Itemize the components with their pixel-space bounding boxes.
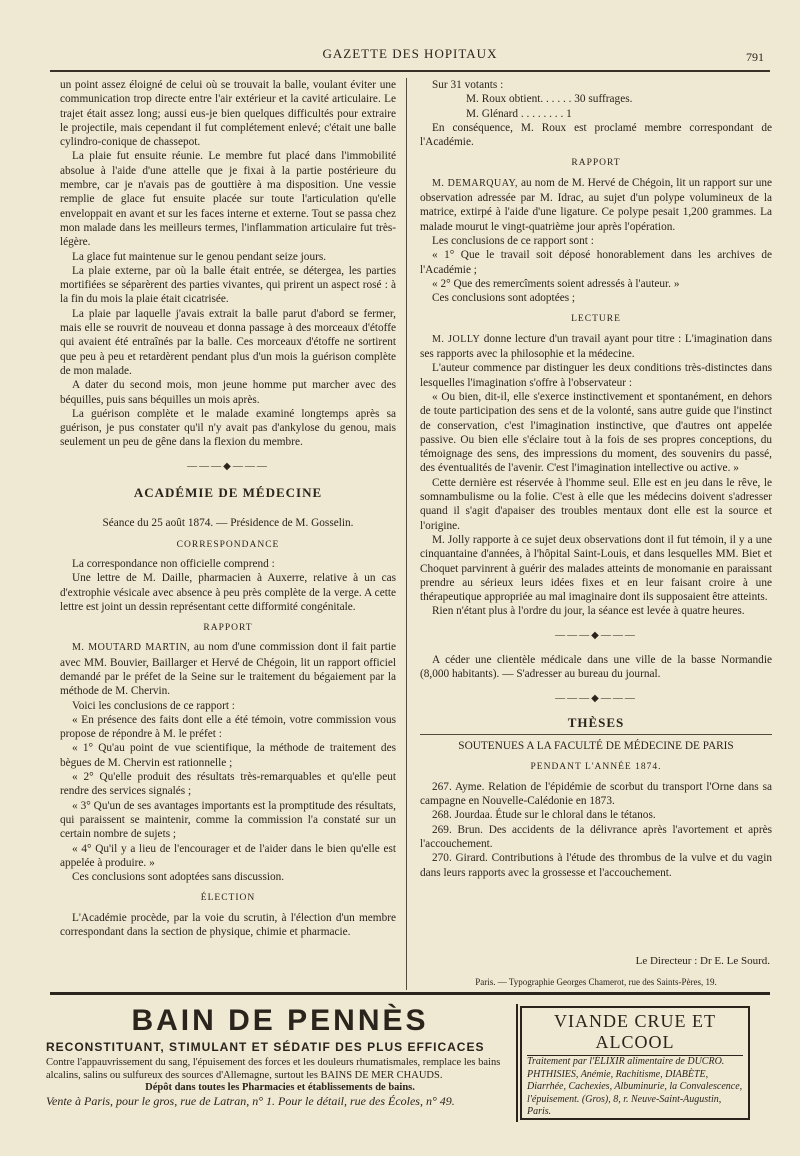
vote-count: 1 xyxy=(566,107,572,120)
thesis-item: 269. Brun. Des accidents de la délivrance après l'avortement et après l'accouchement. xyxy=(420,823,772,850)
session-line: Séance du 25 août 1874. — Présidence de M. Gosselin. xyxy=(102,517,354,530)
paragraph: « 2° Qu'elle produit des résultats très-remarquables et qu'elle peut rendre des services signalés ; xyxy=(60,771,396,798)
paragraph: Une lettre de M. Daille, pharmacien à Auxerre, relative à un cas d'extrophie vésicale avec absence à peu près complète de la verge. A cette lettre est joint un dessin représentant cette difformité congénitale. xyxy=(60,572,396,613)
speaker-name: M. MOUTARD MARTIN, xyxy=(72,642,191,654)
advert-sale: Vente à Paris, pour le gros, rue de Latran, n° 1. Pour le détail, rue des Écoles, n° 49. xyxy=(46,1094,455,1108)
thesis-item: 270. Girard. Contributions à l'étude des thrombus de la vulve et du vagin dans leurs rapports avec la grossesse et l'accouchement. xyxy=(420,852,772,879)
theses-subtitle: SOUTENUES A LA FACULTÉ DE MÉDECINE DE PARIS xyxy=(458,740,734,753)
paragraph: M. Jolly rapporte à ce sujet deux observations dont il fut témoin, il y a une cinquantaine d'années, à l'hôpital Saint-Louis, et dans lesquelles MM. Biet et Choquet parvinrent à guérir des malades atteints de monomanie en paraissant prendre au sérieux leurs idées fixes et en leur faisant croire à une thérapeutique appropriée au mal imaginaire dont ils supposaient être atteints. xyxy=(420,533,772,604)
paragraph: La plaie par laquelle j'avais extrait la balle parut d'abord se fermer, mais elle se rouvrit de nouveau et donna passage à des morceaux d'étoffe qui avaient été entraînés par la balle. Ces morceaux d'étoffe ne sortirent que peu à peu et retardèrent pendant plus d'un mois la guérison complète de mon malade. xyxy=(60,307,396,377)
paragraph: A dater du second mois, mon jeune homme put marcher avec des béquilles, puis sans béquilles un mois après. xyxy=(60,379,396,406)
paragraph: Voici les conclusions de ce rapport : xyxy=(72,699,235,712)
column-divider xyxy=(406,78,407,990)
theses-year: PENDANT L'ANNÉE 1874. xyxy=(530,762,662,773)
vote-count: 30 suffrages. xyxy=(574,93,633,106)
subsection-heading: RAPPORT xyxy=(203,623,253,634)
advert-rule xyxy=(50,992,770,995)
printer-credit: Paris. — Typographie Georges Chamerot, rue des Saints-Pères, 19. xyxy=(475,977,717,987)
page-header xyxy=(50,42,770,72)
page-number: 791 xyxy=(746,50,764,64)
theses-rule xyxy=(420,734,772,735)
subsection-heading: ÉLECTION xyxy=(200,893,256,904)
subsection-heading: CORRESPONDANCE xyxy=(176,539,280,550)
right-column xyxy=(420,78,772,880)
advert-depot: Dépôt dans toutes les Pharmacies et établissements de bains. xyxy=(145,1082,415,1093)
classified-notice: A céder une clientèle médicale dans une ville de la basse Normandie (8,000 habitants). — S'adresser au bureau du journal. xyxy=(420,653,772,681)
paragraph: Cette dernière est réservée à l'homme seul. Elle est en jeu dans le rêve, le somnambulisme ou la folie. C'est à elle que les médecins doivent s'adresser quand il s'agit d'apaiser des troubles mentaux dont elle est la source et l'origine. xyxy=(420,476,772,532)
subsection-heading: RAPPORT xyxy=(571,158,621,169)
paragraph: au nom d'une commission dont il fait partie avec MM. Bouvier, Baillarger et Hervé de Chégoin, lit un rapport officiel demandé par le préfet de la Seine sur le traitement du bégaiement par la méthode de M. Chervin. xyxy=(60,641,396,698)
paragraph: « En présence des faits dont elle a été témoin, votre commission vous propose de répondre à M. le préfet : xyxy=(60,713,396,741)
journal-title: GAZETTE DES HOPITAUX xyxy=(322,46,498,61)
paragraph: La plaie fut ensuite réunie. Le membre fut placé dans l'immobilité absolue à l'aide d'une attelle que je fixai à la partie postérieure du membre, car je n'avais pas de gouttière à ma disposition. Une vessie remplie de glace fut ensuite placée sur toute l'articulation qu'elle enveloppait en avant et sur les faces interne et externe. Tout se passa chez mon malade dans les meilleurs termes, l'inflammation articulaire fut très-légère. xyxy=(60,150,396,249)
advert-title: BAIN DE PENNÈS xyxy=(131,1004,429,1037)
vote-row xyxy=(420,107,772,121)
advert-viande-crue xyxy=(520,1006,750,1120)
paragraph: La glace fut maintenue sur le genou pendant seize jours. xyxy=(72,250,327,263)
left-column xyxy=(60,78,396,939)
vote-row xyxy=(420,92,772,106)
paragraph: « 3° Qu'un de ses avantages importants est la promptitude des résultats, qui paraissent se maintenir, comme la commission l'a constaté sur un certain nombre de sujets ; xyxy=(60,799,396,841)
director-signature: Le Directeur : Dr E. Le Sourd. xyxy=(635,955,770,967)
section-title: ACADÉMIE DE MÉDECINE xyxy=(133,485,323,501)
paragraph: Les conclusions de ce rapport sont : xyxy=(432,234,594,247)
paragraph: La plaie externe, par où la balle était entrée, se détergea, les parties mortifiées se séparèrent des parties vivantes, qui prirent un aspect rosé : à la fin du mois la plaie était cicatrisée. xyxy=(60,264,396,306)
paragraph: « 2° Que des remercîments soient adressés à l'auteur. » xyxy=(432,277,680,290)
advert-title: VIANDE CRUE ET ALCOOL xyxy=(527,1011,743,1056)
speaker-name: M. JOLLY xyxy=(432,333,481,345)
paragraph: L'auteur commence par distinguer les deux conditions très-distinctes dans lesquelles l'imagination s'offre à l'observateur : xyxy=(420,362,772,389)
theses-title: THÈSES xyxy=(567,714,625,730)
paragraph: Rien n'étant plus à l'ordre du jour, la séance est levée à quatre heures. xyxy=(432,605,745,618)
vote-name: M. Roux obtient. . . . . . xyxy=(466,93,572,106)
paragraph: Ces conclusions sont adoptées ; xyxy=(432,292,576,305)
paragraph: La guérison complète et le malade examiné longtemps après sa guérison, je pus constater qu'il n'y avait pas d'ankylose du genou, mais seulement un peu de gêne dans la flexion du membre. xyxy=(60,407,396,449)
speaker-name: M. DEMARQUAY, xyxy=(432,177,518,189)
thesis-item: 268. Jourdaa. Étude sur le chloral dans le tétanos. xyxy=(432,809,656,822)
paragraph: un point assez éloigné de celui où se trouvait la balle, voulant éviter une communication trop directe entre l'air extérieur et la cavité articulaire. Le trajet était assez long; aussi eus-je bien quelques difficultés pour extraire le projectile, mais cependant il fut complétement enlevé; c'était une balle cylindro-conique de chassepot. xyxy=(60,79,396,149)
paragraph: « Ou bien, dit-il, elle s'exerce instinctivement et spontanément, en dehors de toute participation des sens et de la volonté, sans autre guide que l'instinct de conservation, c'est l'imagination instinctive, que d'autres ont appelée passive. Ou bien elle s'éclaire tout à la fois de ses propres conceptions, du témoignage des sens, des impressions du moment, des souvenirs du passé, des éventualités de l'avenir. C'est l'imagination intellective ou active. » xyxy=(420,390,772,475)
case-report xyxy=(60,78,396,450)
advert-body: Traitement par l'ÉLIXIR alimentaire de DUCRO. PHTHISIES, Anémie, Rachitisme, DIABÈTE, Diarrhée, Cachexies, Albuminurie, la Convalescence, l'épuisement. (Gros), 8, r. Neuve-Saint-Augustin, Paris. xyxy=(527,1056,743,1117)
paragraph: Ces conclusions sont adoptées sans discussion. xyxy=(72,871,285,884)
advert-subtitle: RECONSTITUANT, STIMULANT ET SÉDATIF DES PLUS EFFICACES xyxy=(46,1040,485,1054)
advert-body: Contre l'appauvrissement du sang, l'épuisement des forces et les douleurs rhumatismales, remplace les bains alcalins, salins ou sulfureux des sources d'Allemagne, surtout les BAINS DE MER CHAUDS. xyxy=(46,1057,501,1081)
subsection-heading: LECTURE xyxy=(571,314,621,325)
paragraph: La correspondance non officielle comprend : xyxy=(72,557,275,570)
vote-name: M. Glénard . . . . . . . . xyxy=(466,107,564,120)
ornament-divider: ———◆——— xyxy=(187,460,269,472)
paragraph: « 1° Qu'au point de vue scientifique, la méthode de traitement des bègues de M. Chervin est rationnelle ; xyxy=(60,742,396,769)
paragraph: « 4° Qu'il y a lieu de l'encourager et de l'aider dans le bien qu'elle est appelée à produire. » xyxy=(60,842,396,869)
ornament-divider: ———◆——— xyxy=(555,629,637,641)
ornament-divider: ———◆——— xyxy=(555,692,637,704)
advert-divider xyxy=(516,1004,518,1122)
paragraph: au nom de M. Hervé de Chégoin, lit un rapport sur une observation adressée par M. Idrac, au sujet d'un polype volumineux de la matrice, extirpé à l'aide d'une ligature. Ce polype pesait 1,200 grammes. La malade mourut le vingt-quatrième jour après l'opération. xyxy=(420,176,773,233)
votes-intro: Sur 31 votants : xyxy=(432,79,504,91)
advert-bain-de-pennes xyxy=(46,1004,514,1109)
paragraph: L'Académie procède, par la voie du scrutin, à l'élection d'un membre correspondant dans la section de physique, chimie et pharmacie. xyxy=(60,911,396,939)
thesis-item: 267. Ayme. Relation de l'épidémie de scorbut du transport l'Orne dans sa campagne en Nouvelle-Calédonie en 1873. xyxy=(420,780,772,808)
paragraph: En conséquence, M. Roux est proclamé membre correspondant de l'Académie. xyxy=(420,121,772,149)
paragraph: donne lecture d'un travail ayant pour titre : L'imagination dans ses rapports avec la philosophie et la médecine. xyxy=(420,332,772,361)
paragraph: « 1° Que le travail soit déposé honorablement dans les archives de l'Académie ; xyxy=(420,249,772,276)
